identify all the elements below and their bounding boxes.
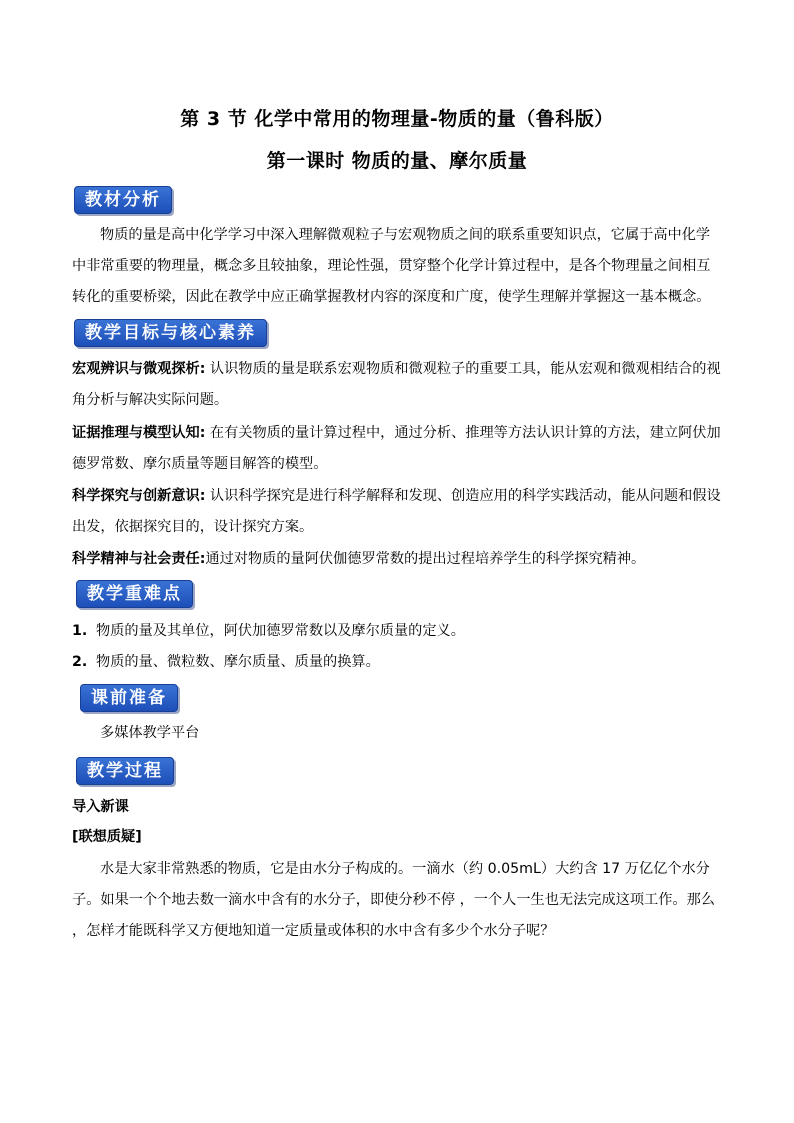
prep-text: 多媒体教学平台: [100, 725, 200, 741]
goal-item-evidence: [72, 418, 724, 480]
keypoint-text: 物质的量、微粒数、摩尔质量、质量的换算。: [96, 654, 380, 670]
goal-text: 在有关物质的量计算过程中，通过分析、推理等方法认识计算的方法，建立阿伏加德罗常数、摩尔质量等题目解答的模型。: [72, 425, 721, 472]
keypoint-text: 物质的量及其单位，阿伏加德罗常数以及摩尔质量的定义。: [96, 623, 465, 639]
section-badge-goals: 教学目标与核心素养: [74, 319, 267, 347]
document-title: 第 3 节 化学中常用的物理量-物质的量（鲁科版）: [180, 108, 614, 130]
goal-item-spirit: [72, 544, 724, 575]
keypoint-number: 2.: [72, 654, 88, 670]
goal-text: 认识科学探究是进行科学解释和发现、创造应用的科学实践活动，能从问题和假设出发，依据探究目的，设计探究方案。: [72, 488, 721, 535]
keypoint-item: [72, 616, 724, 647]
goal-item-macro: [72, 354, 724, 416]
section-badge-process: 教学过程: [76, 757, 174, 785]
keypoint-item: [72, 647, 724, 678]
intro-heading: 导入新课: [72, 799, 129, 815]
section-badge-prep: 课前准备: [80, 684, 178, 712]
keypoint-number: 1.: [72, 623, 88, 639]
analysis-paragraph: 物质的量是高中化学学习中深入理解微观粒子与宏观物质之间的联系重要知识点，它属于高中化学中非常重要的物理量，概念多且较抽象，理论性强，贯穿整个化学计算过程中，是各个物理量之间相互转化的重要桥梁，因此在教学中应正确掌握教材内容的深度和广度，使学生理解并掌握这一基本概念。: [72, 227, 711, 305]
goal-text: 认识物质的量是联系宏观物质和微观粒子的重要工具，能从宏观和微观相结合的视角分析与解决实际问题。: [72, 361, 721, 408]
section-badge-keypoints: 教学重难点: [76, 580, 193, 608]
goal-item-inquiry: [72, 481, 724, 543]
goal-lead: 科学精神与社会责任:: [72, 551, 206, 567]
goal-lead: 科学探究与创新意识:: [72, 488, 206, 504]
process-paragraph: 水是大家非常熟悉的物质，它是由水分子构成的。一滴水（约 0.05mL）大约含 17 万亿亿个水分子。如果一个个地去数一滴水中含有的水分子，即使分秒不停 ，一个人一生也无法完成这项工作。那么 ，怎样才能既科学又方便地知道一定质量或体积的水中含有多少个水分子呢？: [72, 861, 715, 939]
document-subtitle: 第一课时 物质的量、摩尔质量: [266, 150, 528, 172]
section-badge-analysis: 教材分析: [74, 186, 172, 214]
goal-lead: 宏观辨识与微观探析:: [72, 361, 206, 377]
goal-text: 通过对物质的量阿伏伽德罗常数的提出过程培养学生的科学探究精神。: [205, 551, 646, 567]
goal-lead: 证据推理与模型认知:: [72, 425, 206, 441]
association-heading: [联想质疑]: [72, 829, 142, 845]
